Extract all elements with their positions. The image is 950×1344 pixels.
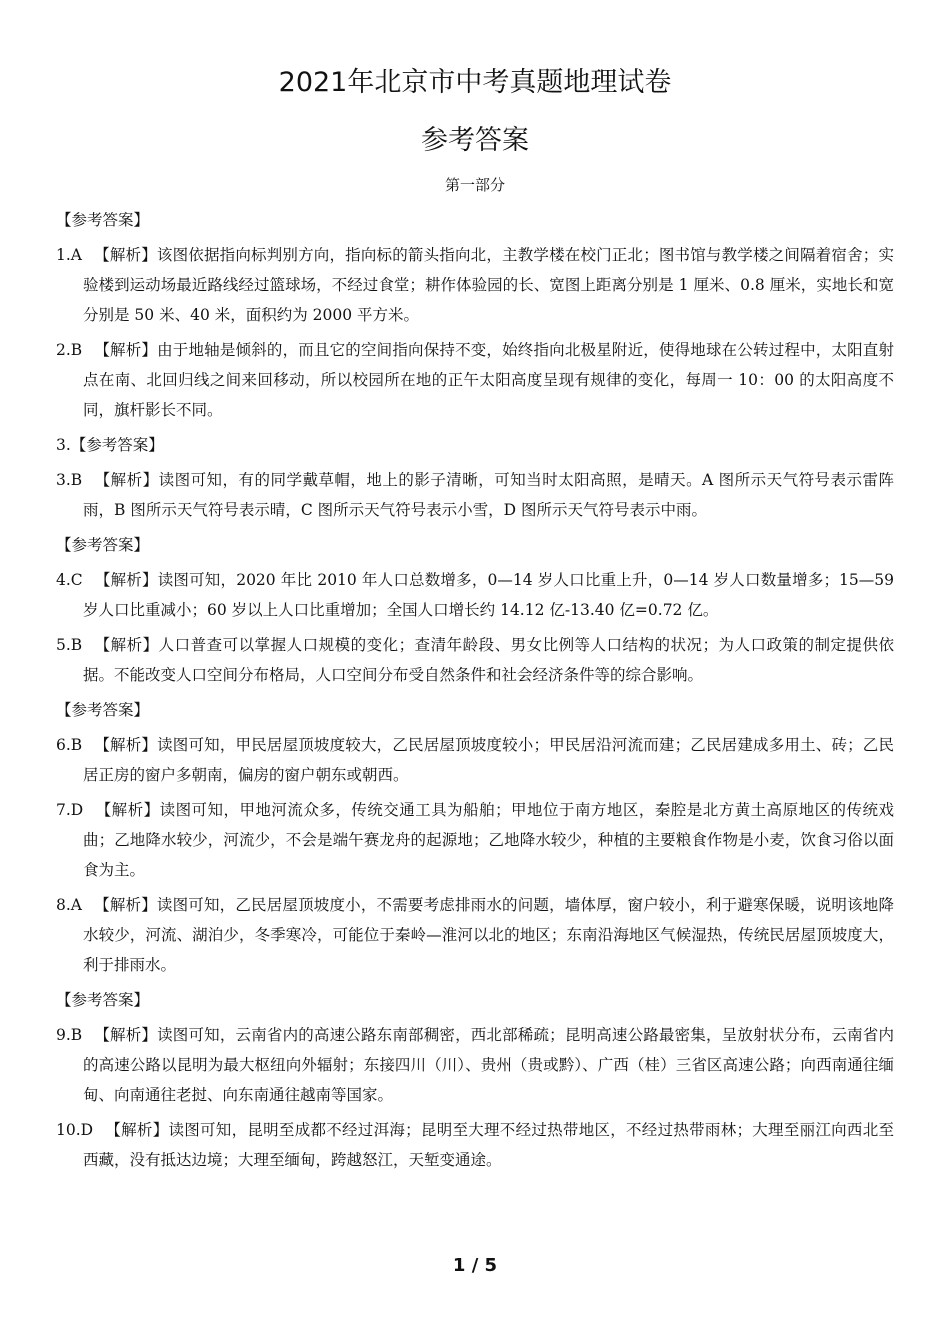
answer-number: 1.A: [56, 246, 82, 264]
answer-item: [56, 795, 894, 885]
part-label: 第一部分: [444, 176, 505, 194]
answer-item: [56, 565, 894, 625]
section-heading: 【参考答案】: [56, 991, 150, 1009]
answer-item: [56, 240, 894, 330]
answer-number: 7.D: [56, 801, 84, 819]
answer-number: 6.B: [56, 736, 83, 754]
analysis-label: 【解析】: [93, 246, 157, 264]
analysis-label: 【解析】: [105, 1121, 169, 1139]
answer-item: [56, 465, 894, 525]
answer-number: 8.A: [56, 896, 82, 914]
answer-number: 2.B: [56, 341, 83, 359]
analysis-label: 【解析】: [94, 571, 158, 589]
page-title: 2021年北京市中考真题地理试卷: [278, 67, 672, 98]
answer-number: 10.D: [56, 1121, 94, 1139]
answer-item: [56, 335, 894, 425]
answer-number: 9.B: [56, 1026, 83, 1044]
answer-text: 读图可知，甲民居屋顶坡度较大，乙民居屋顶坡度较小；甲民居沿河流而建；乙民居建成多用土、砖；乙民居正房的窗户多朝南，偏房的窗户朝东或朝西。: [83, 736, 894, 784]
analysis-label: 【解析】: [95, 801, 160, 819]
answer-item: [56, 630, 894, 690]
answer-text: 人口普查可以掌握人口规模的变化；查清年龄段、男女比例等人口结构的状况；为人口政策的制定提供依据。不能改变人口空间分布格局，人口空间分布受自然条件和社会经济条件等的综合影响。: [83, 636, 894, 684]
analysis-label: 【解析】: [93, 896, 157, 914]
page-number: 1 / 5: [452, 1255, 498, 1276]
answer-number: 5.B: [56, 636, 83, 654]
section-heading: 【参考答案】: [56, 211, 150, 229]
answer-number: 3.B: [56, 471, 83, 489]
answer-item: [56, 730, 894, 790]
analysis-label: 【解析】: [94, 341, 158, 359]
answer-text: 读图可知，昆明至成都不经过洱海；昆明至大理不经过热带地区，不经过热带雨林；大理至丽江向西北至西藏，没有抵达边境；大理至缅甸，跨越怒江，天堑变通途。: [83, 1121, 894, 1169]
section-heading: 3.【参考答案】: [56, 436, 164, 454]
answer-item: [56, 1020, 894, 1110]
answer-text: 读图可知，2020 年比 2010 年人口总数增多，0—14 岁人口比重上升，0—14 岁人口数量增多；15—59 岁人口比重减小；60 岁以上人口比重增加；全国人口增长约 14.12 亿-13.40 亿=0.72 亿。: [83, 571, 894, 619]
answer-number: 4.C: [56, 571, 83, 589]
answer-item: [56, 890, 894, 980]
answer-list: [56, 205, 894, 1180]
answer-text: 由于地轴是倾斜的，而且它的空间指向保持不变，始终指向北极星附近，使得地球在公转过程中，太阳直射点在南、北回归线之间来回移动，所以校园所在地的正午太阳高度呈现有规律的变化，每周一 10：00 的太阳高度不同，旗杆影长不同。: [83, 341, 894, 419]
analysis-label: 【解析】: [94, 736, 158, 754]
section-heading: 【参考答案】: [56, 536, 150, 554]
analysis-label: 【解析】: [94, 636, 159, 654]
page-subtitle: 参考答案: [421, 125, 529, 156]
answer-text: 读图可知，甲地河流众多，传统交通工具为船舶；甲地位于南方地区，秦腔是北方黄土高原地区的传统戏曲；乙地降水较少，河流少，不会是端午赛龙舟的起源地；乙地降水较少，种植的主要粮食作物是小麦，饮食习俗以面食为主。: [83, 801, 894, 879]
answer-text: 读图可知，云南省内的高速公路东南部稠密，西北部稀疏；昆明高速公路最密集，呈放射状分布，云南省内的高速公路以昆明为最大枢纽向外辐射；东接四川（川）、贵州（贵或黔）、广西（桂）三省区高速公路；向西南通往缅甸、向南通往老挝、向东南通往越南等国家。: [83, 1026, 894, 1104]
analysis-label: 【解析】: [94, 1026, 158, 1044]
answer-text: 读图可知，有的同学戴草帽，地上的影子清晰，可知当时太阳高照，是晴天。A 图所示天气符号表示雷阵雨，B 图所示天气符号表示晴，C 图所示天气符号表示小雪，D 图所示天气符号表示中雨。: [83, 471, 894, 519]
answer-text: 该图依据指向标判别方向，指向标的箭头指向北，主教学楼在校门正北；图书馆与教学楼之间隔着宿舍；实验楼到运动场最近路线经过篮球场，不经过食堂；耕作体验园的长、宽图上距离分别是 1 厘米、0.8 厘米，实地长和宽分别是 50 米、40 米，面积约为 2000 平方米。: [83, 246, 894, 324]
section-heading: 【参考答案】: [56, 701, 150, 719]
answer-text: 读图可知，乙民居屋顶坡度小，不需要考虑排雨水的问题，墙体厚，窗户较小，利于避寒保暖，说明该地降水较少，河流、湖泊少，冬季寒冷，可能位于秦岭—淮河以北的地区；东南沿海地区气候湿热，传统民居屋顶坡度大，利于排雨水。: [83, 896, 894, 974]
analysis-label: 【解析】: [94, 471, 159, 489]
answer-item: [56, 1115, 894, 1175]
